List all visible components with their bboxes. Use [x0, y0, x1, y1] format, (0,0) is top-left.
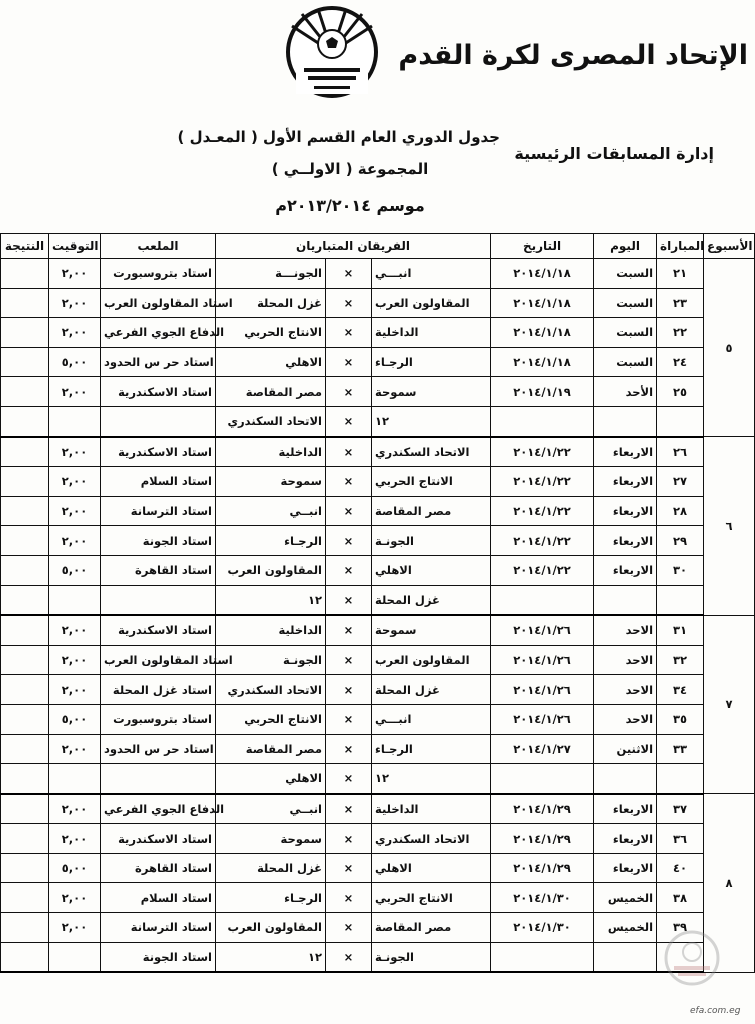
table-row — [1, 555, 755, 585]
result-cell — [1, 288, 49, 318]
time-cell: ٢,٠٠ — [49, 734, 101, 764]
away-team-cell: ١٢ — [216, 585, 326, 615]
away-team-cell: الرجـاء — [216, 883, 326, 913]
table-row — [1, 794, 755, 824]
table-row — [1, 496, 755, 526]
match-number-cell: ٣٠ — [657, 555, 704, 585]
match-number-cell: ٣٩ — [657, 913, 704, 943]
date-cell: ٢٠١٤/١/٢٦ — [491, 645, 594, 675]
versus-mark: × — [326, 824, 372, 854]
away-team-cell: سموحة — [216, 824, 326, 854]
stadium-cell: استاد الجونة — [101, 942, 216, 972]
col-day: اليوم — [594, 234, 657, 259]
date-cell: ٢٠١٤/١/٢٢ — [491, 467, 594, 497]
result-cell — [1, 555, 49, 585]
home-team-cell: مصر المقاصة — [372, 913, 491, 943]
time-cell: ٢,٠٠ — [49, 377, 101, 407]
table-row — [1, 913, 755, 943]
time-cell — [49, 585, 101, 615]
table-row — [1, 704, 755, 734]
result-cell — [1, 853, 49, 883]
away-team-cell: الاتحاد السكندري — [216, 406, 326, 436]
col-week: الأسبوع — [704, 234, 755, 259]
time-cell: ٢,٠٠ — [49, 883, 101, 913]
date-cell: ٢٠١٤/١/٢٢ — [491, 496, 594, 526]
time-cell: ٢,٠٠ — [49, 615, 101, 645]
time-cell: ٢,٠٠ — [49, 675, 101, 705]
away-team-cell: الجونـــة — [216, 259, 326, 289]
date-cell: ٢٠١٤/١/٢٩ — [491, 794, 594, 824]
result-cell — [1, 913, 49, 943]
versus-mark: × — [326, 318, 372, 348]
date-cell: ٢٠١٤/١/١٨ — [491, 259, 594, 289]
table-row — [1, 764, 755, 794]
table-row — [1, 585, 755, 615]
away-team-cell: الاتحاد السكندري — [216, 675, 326, 705]
time-cell: ٢,٠٠ — [49, 526, 101, 556]
stadium-cell: استاد القاهرة — [101, 555, 216, 585]
home-team-cell: سموحة — [372, 615, 491, 645]
day-cell: الاحد — [594, 615, 657, 645]
day-cell: السبت — [594, 347, 657, 377]
result-cell — [1, 734, 49, 764]
day-cell: الخميس — [594, 883, 657, 913]
date-cell: ٢٠١٤/١/٢٦ — [491, 615, 594, 645]
result-cell — [1, 794, 49, 824]
match-number-cell — [657, 764, 704, 794]
time-cell: ٢,٠٠ — [49, 318, 101, 348]
match-number-cell: ٢٩ — [657, 526, 704, 556]
day-cell: الاحد — [594, 675, 657, 705]
away-team-cell: انبــي — [216, 496, 326, 526]
stadium-cell: استاد المقاولون العرب — [101, 645, 216, 675]
col-time: التوقيت — [49, 234, 101, 259]
stadium-cell: استاد الترسانة — [101, 496, 216, 526]
versus-mark: × — [326, 853, 372, 883]
result-cell — [1, 496, 49, 526]
versus-mark: × — [326, 347, 372, 377]
result-cell — [1, 526, 49, 556]
home-team-cell: الاتحاد السكندري — [372, 437, 491, 467]
home-team-cell: غزل المحلة — [372, 675, 491, 705]
table-row — [1, 526, 755, 556]
date-cell: ٢٠١٤/١/٢٦ — [491, 675, 594, 705]
day-cell: السبت — [594, 288, 657, 318]
week-number-cell: ٦ — [704, 437, 755, 616]
home-team-cell: الجونـة — [372, 942, 491, 972]
result-cell — [1, 942, 49, 972]
week-number-cell: ٥ — [704, 259, 755, 437]
time-cell — [49, 406, 101, 436]
date-cell: ٢٠١٤/١/١٨ — [491, 318, 594, 348]
home-team-cell: الاهلي — [372, 555, 491, 585]
stadium-cell: استاد الاسكندرية — [101, 377, 216, 407]
date-cell: ٢٠١٤/١/٣٠ — [491, 883, 594, 913]
result-cell — [1, 585, 49, 615]
season-title: موسم ٢٠١٣/٢٠١٤م — [275, 196, 425, 215]
away-team-cell: المقاولون العرب — [216, 555, 326, 585]
stadium-cell — [101, 764, 216, 794]
home-team-cell: الاهلي — [372, 853, 491, 883]
site-url: efa.com.eg — [690, 1006, 741, 1016]
home-team-cell: سموحة — [372, 377, 491, 407]
away-team-cell: الداخلية — [216, 437, 326, 467]
match-number-cell: ٢٥ — [657, 377, 704, 407]
home-team-cell: انبـــي — [372, 259, 491, 289]
versus-mark: × — [326, 437, 372, 467]
time-cell: ٢,٠٠ — [49, 437, 101, 467]
stadium-cell: استاد الاسكندرية — [101, 824, 216, 854]
stadium-cell: استاد المقاولون العرب — [101, 288, 216, 318]
result-cell — [1, 704, 49, 734]
match-number-cell: ٣٧ — [657, 794, 704, 824]
table-row — [1, 259, 755, 289]
versus-mark: × — [326, 913, 372, 943]
result-cell — [1, 437, 49, 467]
match-number-cell: ٣٦ — [657, 824, 704, 854]
org-title: الإتحاد المصرى لكرة القدم — [398, 40, 748, 71]
time-cell: ٢,٠٠ — [49, 288, 101, 318]
table-row — [1, 824, 755, 854]
fixtures-table — [0, 233, 755, 973]
date-cell: ٢٠١٤/١/٢٢ — [491, 526, 594, 556]
away-team-cell: الاهلي — [216, 764, 326, 794]
match-number-cell: ٣١ — [657, 615, 704, 645]
stadium-cell: استاد السلام — [101, 467, 216, 497]
versus-mark: × — [326, 406, 372, 436]
away-team-cell: الداخلية — [216, 615, 326, 645]
day-cell: الاربعاء — [594, 496, 657, 526]
result-cell — [1, 675, 49, 705]
table-row — [1, 645, 755, 675]
result-cell — [1, 883, 49, 913]
away-team-cell: المقاولون العرب — [216, 913, 326, 943]
day-cell — [594, 406, 657, 436]
date-cell: ٢٠١٤/١/٣٠ — [491, 913, 594, 943]
versus-mark: × — [326, 883, 372, 913]
result-cell — [1, 406, 49, 436]
away-team-cell: الجونـة — [216, 645, 326, 675]
stadium-cell: استاد حر س الحدود — [101, 347, 216, 377]
date-cell: ٢٠١٤/١/١٨ — [491, 288, 594, 318]
versus-mark: × — [326, 704, 372, 734]
result-cell — [1, 377, 49, 407]
time-cell: ٢,٠٠ — [49, 645, 101, 675]
watermark-logo — [662, 928, 722, 988]
match-number-cell: ٢٨ — [657, 496, 704, 526]
match-number-cell: ٣٥ — [657, 704, 704, 734]
versus-mark: × — [326, 377, 372, 407]
stadium-cell: استاد الترسانة — [101, 913, 216, 943]
date-cell: ٢٠١٤/١/٢٢ — [491, 437, 594, 467]
versus-mark: × — [326, 259, 372, 289]
time-cell: ٢,٠٠ — [49, 913, 101, 943]
match-number-cell: ٢٦ — [657, 437, 704, 467]
day-cell: الاربعاء — [594, 853, 657, 883]
day-cell: الاربعاء — [594, 555, 657, 585]
home-team-cell: المقاولون العرب — [372, 288, 491, 318]
home-team-cell: الانتاج الحربي — [372, 883, 491, 913]
schedule-title: جدول الدوري العام القسم الأول ( المعـدل ) — [177, 128, 500, 146]
date-cell: ٢٠١٤/١/١٩ — [491, 377, 594, 407]
home-team-cell: ١٢ — [372, 764, 491, 794]
day-cell — [594, 585, 657, 615]
versus-mark: × — [326, 526, 372, 556]
home-team-cell: مصر المقاصة — [372, 496, 491, 526]
versus-mark: × — [326, 942, 372, 972]
away-team-cell: مصر المقاصة — [216, 734, 326, 764]
stadium-cell — [101, 585, 216, 615]
week-number-cell: ٨ — [704, 794, 755, 973]
time-cell: ٥,٠٠ — [49, 347, 101, 377]
col-teams: الفريقان المتباريان — [216, 234, 491, 259]
away-team-cell: الرجـاء — [216, 526, 326, 556]
match-number-cell: ٣٣ — [657, 734, 704, 764]
match-number-cell — [657, 406, 704, 436]
result-cell — [1, 824, 49, 854]
home-team-cell: ١٢ — [372, 406, 491, 436]
table-row — [1, 942, 755, 972]
time-cell — [49, 764, 101, 794]
match-number-cell: ٢٧ — [657, 467, 704, 497]
away-team-cell: غزل المحلة — [216, 853, 326, 883]
result-cell — [1, 347, 49, 377]
day-cell: الأحد — [594, 377, 657, 407]
away-team-cell: الاهلي — [216, 347, 326, 377]
versus-mark: × — [326, 764, 372, 794]
table-row — [1, 734, 755, 764]
stadium-cell: استاد القاهرة — [101, 853, 216, 883]
date-cell: ٢٠١٤/١/٢٦ — [491, 704, 594, 734]
versus-mark: × — [326, 555, 372, 585]
away-team-cell: انبــي — [216, 794, 326, 824]
day-cell: الاربعاء — [594, 437, 657, 467]
versus-mark: × — [326, 675, 372, 705]
day-cell: الاثنين — [594, 734, 657, 764]
versus-mark: × — [326, 734, 372, 764]
group-title: المجموعة ( الاولــي ) — [271, 160, 429, 178]
away-team-cell: مصر المقاصة — [216, 377, 326, 407]
date-cell — [491, 406, 594, 436]
table-header-row — [1, 234, 755, 259]
result-cell — [1, 318, 49, 348]
table-row — [1, 406, 755, 436]
day-cell: الاحد — [594, 704, 657, 734]
date-cell: ٢٠١٤/١/٢٧ — [491, 734, 594, 764]
day-cell: السبت — [594, 318, 657, 348]
date-cell: ٢٠١٤/١/٢٩ — [491, 824, 594, 854]
result-cell — [1, 467, 49, 497]
table-row — [1, 467, 755, 497]
result-cell — [1, 259, 49, 289]
stadium-cell: استاد الجونة — [101, 526, 216, 556]
stadium-cell: استاد الاسكندرية — [101, 437, 216, 467]
versus-mark: × — [326, 645, 372, 675]
home-team-cell: الاتحاد السكندري — [372, 824, 491, 854]
match-number-cell: ٤٠ — [657, 853, 704, 883]
home-team-cell: الرجـاء — [372, 347, 491, 377]
time-cell: ٥,٠٠ — [49, 555, 101, 585]
time-cell: ٢,٠٠ — [49, 824, 101, 854]
stadium-cell — [101, 406, 216, 436]
away-team-cell: سموحة — [216, 467, 326, 497]
home-team-cell: الرجـاء — [372, 734, 491, 764]
match-number-cell: ٣٨ — [657, 883, 704, 913]
date-cell — [491, 585, 594, 615]
away-team-cell: غزل المحلة — [216, 288, 326, 318]
table-row — [1, 288, 755, 318]
department-title: إدارة المسابقات الرئيسية — [514, 144, 714, 163]
table-row — [1, 347, 755, 377]
day-cell: الاربعاء — [594, 526, 657, 556]
home-team-cell: المقاولون العرب — [372, 645, 491, 675]
match-number-cell: ٣٢ — [657, 645, 704, 675]
col-match: المباراة — [657, 234, 704, 259]
day-cell: الاحد — [594, 645, 657, 675]
table-row — [1, 615, 755, 645]
date-cell: ٢٠١٤/١/١٨ — [491, 347, 594, 377]
result-cell — [1, 764, 49, 794]
home-team-cell: غزل المحلة — [372, 585, 491, 615]
date-cell — [491, 942, 594, 972]
stadium-cell: استاد بتروسبورت — [101, 259, 216, 289]
away-team-cell: ١٢ — [216, 942, 326, 972]
stadium-cell: استاد السلام — [101, 883, 216, 913]
date-cell: ٢٠١٤/١/٢٩ — [491, 853, 594, 883]
day-cell — [594, 942, 657, 972]
home-team-cell: الانتاج الحربي — [372, 467, 491, 497]
time-cell: ٥,٠٠ — [49, 853, 101, 883]
versus-mark: × — [326, 585, 372, 615]
table-row — [1, 853, 755, 883]
match-number-cell: ٢١ — [657, 259, 704, 289]
home-team-cell: الجونـة — [372, 526, 491, 556]
time-cell: ٢,٠٠ — [49, 794, 101, 824]
day-cell — [594, 764, 657, 794]
versus-mark: × — [326, 496, 372, 526]
day-cell: الاربعاء — [594, 794, 657, 824]
table-row — [1, 437, 755, 467]
day-cell: السبت — [594, 259, 657, 289]
day-cell: الخميس — [594, 913, 657, 943]
match-number-cell: ٢٢ — [657, 318, 704, 348]
match-number-cell: ٢٤ — [657, 347, 704, 377]
away-team-cell: الانتاج الحربي — [216, 704, 326, 734]
date-cell: ٢٠١٤/١/٢٢ — [491, 555, 594, 585]
day-cell: الاربعاء — [594, 824, 657, 854]
time-cell: ٢,٠٠ — [49, 259, 101, 289]
stadium-cell: استاد الاسكندرية — [101, 615, 216, 645]
time-cell: ٥,٠٠ — [49, 704, 101, 734]
away-team-cell: الانتاج الحربي — [216, 318, 326, 348]
col-result: النتيجة — [1, 234, 49, 259]
col-stadium: الملعب — [101, 234, 216, 259]
table-row — [1, 318, 755, 348]
col-date: التاريخ — [491, 234, 594, 259]
versus-mark: × — [326, 288, 372, 318]
versus-mark: × — [326, 615, 372, 645]
time-cell: ٢,٠٠ — [49, 496, 101, 526]
home-team-cell: الداخلية — [372, 794, 491, 824]
match-number-cell: ٣٤ — [657, 675, 704, 705]
week-number-cell: ٧ — [704, 615, 755, 794]
result-cell — [1, 615, 49, 645]
stadium-cell: استاد حر س الحدود — [101, 734, 216, 764]
date-cell — [491, 764, 594, 794]
efa-logo — [278, 6, 386, 102]
stadium-cell: الدفاع الجوي الفرعي — [101, 794, 216, 824]
match-number-cell: ٢٣ — [657, 288, 704, 318]
time-cell — [49, 942, 101, 972]
table-row — [1, 377, 755, 407]
result-cell — [1, 645, 49, 675]
day-cell: الاربعاء — [594, 467, 657, 497]
versus-mark: × — [326, 467, 372, 497]
time-cell: ٢,٠٠ — [49, 467, 101, 497]
home-team-cell: انبـــي — [372, 704, 491, 734]
stadium-cell: استاد بتروسبورت — [101, 704, 216, 734]
stadium-cell: استاد غزل المحلة — [101, 675, 216, 705]
table-row — [1, 675, 755, 705]
stadium-cell: الدفاع الجوي الفرعي — [101, 318, 216, 348]
table-row — [1, 883, 755, 913]
versus-mark: × — [326, 794, 372, 824]
match-number-cell — [657, 585, 704, 615]
home-team-cell: الداخلية — [372, 318, 491, 348]
